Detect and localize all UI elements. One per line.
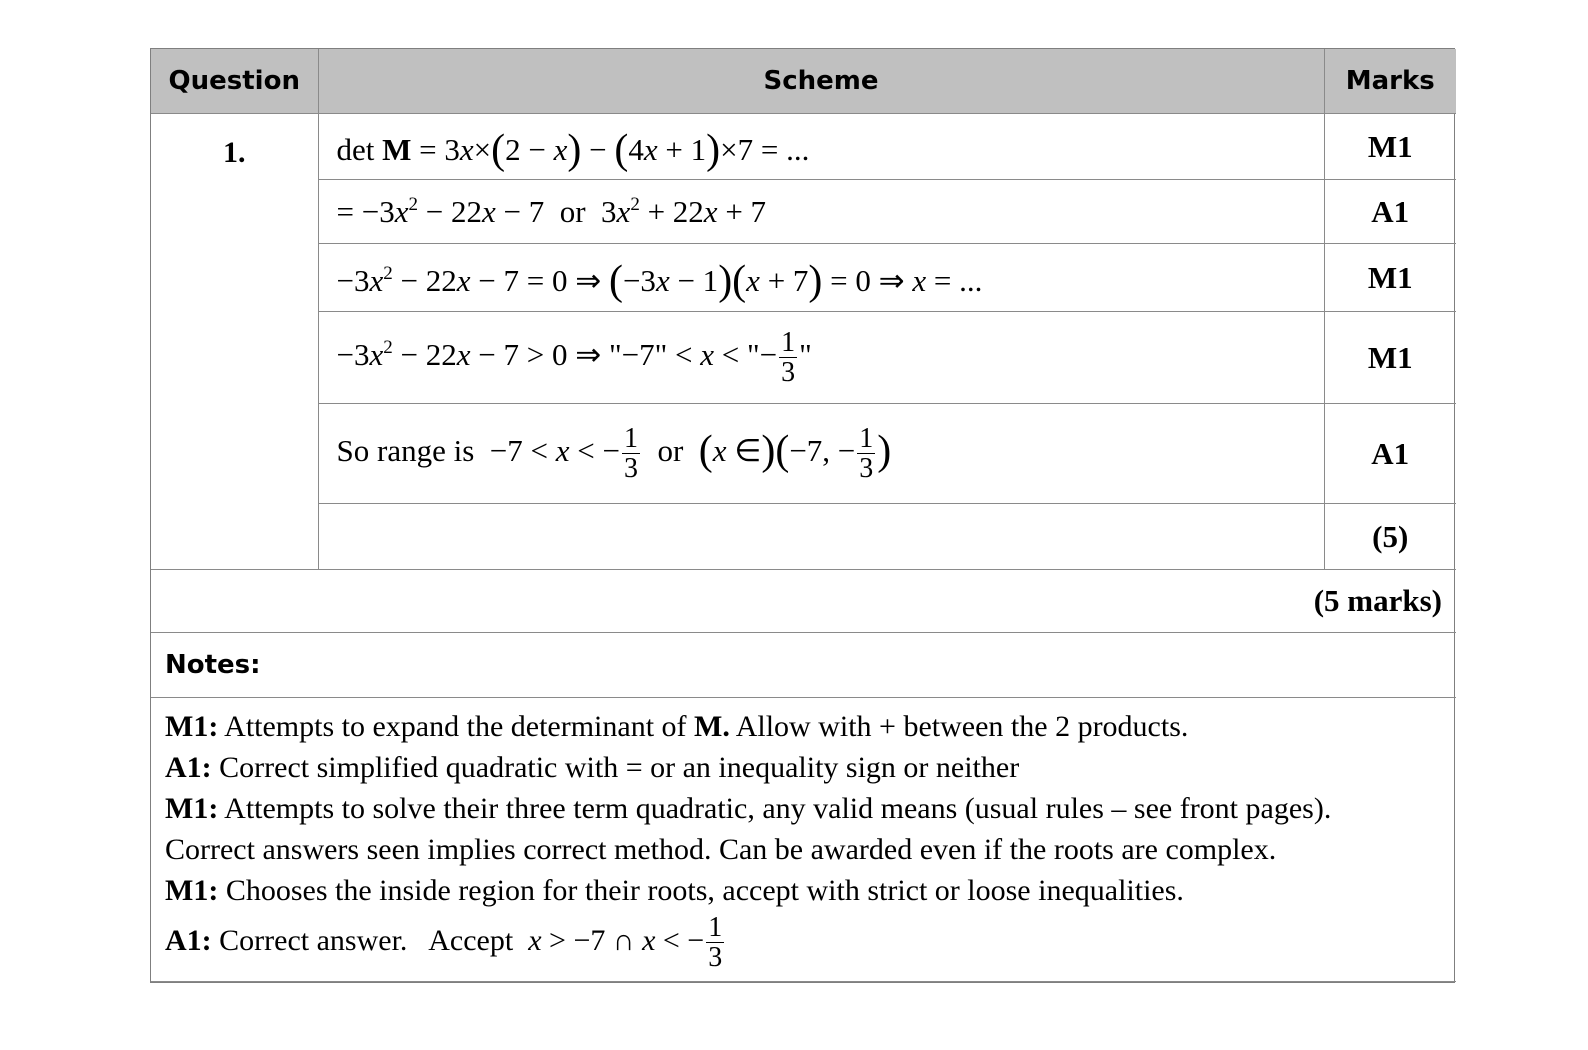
scheme-line: det M = 3x×(2 − x) − (4x + 1)×7 = ...	[318, 114, 1324, 180]
note-label: A1:	[165, 923, 212, 957]
scheme-row	[151, 114, 1456, 180]
mark-scheme-table	[150, 48, 1455, 983]
total-row	[151, 570, 1456, 633]
note-line	[165, 829, 1442, 870]
note-label: M1:	[165, 792, 219, 825]
scheme-row	[151, 404, 1456, 504]
subtotal-marks: (5)	[1324, 504, 1456, 570]
scheme-header: Scheme	[318, 49, 1324, 114]
note-text: Chooses the inside region for their roots, accept with strict or loose inequalities.	[218, 874, 1184, 907]
note-text: Correct simplified quadratic with = or an inequality sign or neither	[211, 751, 1020, 784]
note-label: M1:	[165, 710, 219, 743]
notes-body	[151, 698, 1456, 982]
notes-row	[151, 698, 1456, 982]
note-line	[165, 788, 1442, 829]
header-row	[151, 49, 1456, 114]
total-marks: (5 marks)	[151, 570, 1456, 633]
question-header: Question	[151, 49, 318, 114]
note-line	[165, 913, 1442, 973]
note-text: Correct answers seen implies correct method. Can be awarded even if the roots are complex.	[165, 833, 1277, 866]
mark-code: M1	[1324, 114, 1456, 180]
note-text: Correct answer. Accept x > −7 ∩ x < − $\frac{1}{3}$	[211, 912, 723, 974]
mark-code: M1	[1324, 312, 1456, 404]
note-line	[165, 870, 1442, 911]
note-line	[165, 706, 1442, 747]
note-line	[165, 747, 1442, 788]
mark-code: M1	[1324, 244, 1456, 312]
marks-header: Marks	[1324, 49, 1456, 114]
scheme-row	[151, 180, 1456, 244]
scheme-row	[151, 312, 1456, 404]
mark-code: A1	[1324, 180, 1456, 244]
scheme-line: = $-3x^2 - 22x - 7$ or $3x^2 + 22x + 7$	[318, 180, 1324, 244]
scheme-line: $-3x^2 - 22x - 7 = 0$ ⇒ (−3x − 1)(x + 7) = 0 ⇒ x = ...	[318, 244, 1324, 312]
note-label: M1:	[165, 874, 219, 907]
mark-code: A1	[1324, 404, 1456, 504]
notes-heading-row	[151, 633, 1456, 698]
question-number: 1.	[151, 114, 318, 570]
scheme-line-empty	[318, 504, 1324, 570]
scheme-line: $-3x^2 - 22x - 7 > 0$ ⇒ "−7" < x < "− $\frac{1}{3}$ "	[318, 312, 1324, 404]
scheme-line: So range is −7 < x < − $\frac{1}{3}$ or (x ∈)(−7, − $\frac{1}{3}$ )	[318, 404, 1324, 504]
notes-heading: Notes:	[151, 633, 1456, 698]
note-text: Attempts to expand the determinant of M. Allow with + between the 2 products.	[218, 710, 1189, 743]
subtotal-row	[151, 504, 1456, 570]
note-text: Attempts to solve their three term quadratic, any valid means (usual rules – see front pages).	[218, 792, 1332, 825]
scheme-row	[151, 244, 1456, 312]
note-label: A1:	[165, 751, 212, 784]
